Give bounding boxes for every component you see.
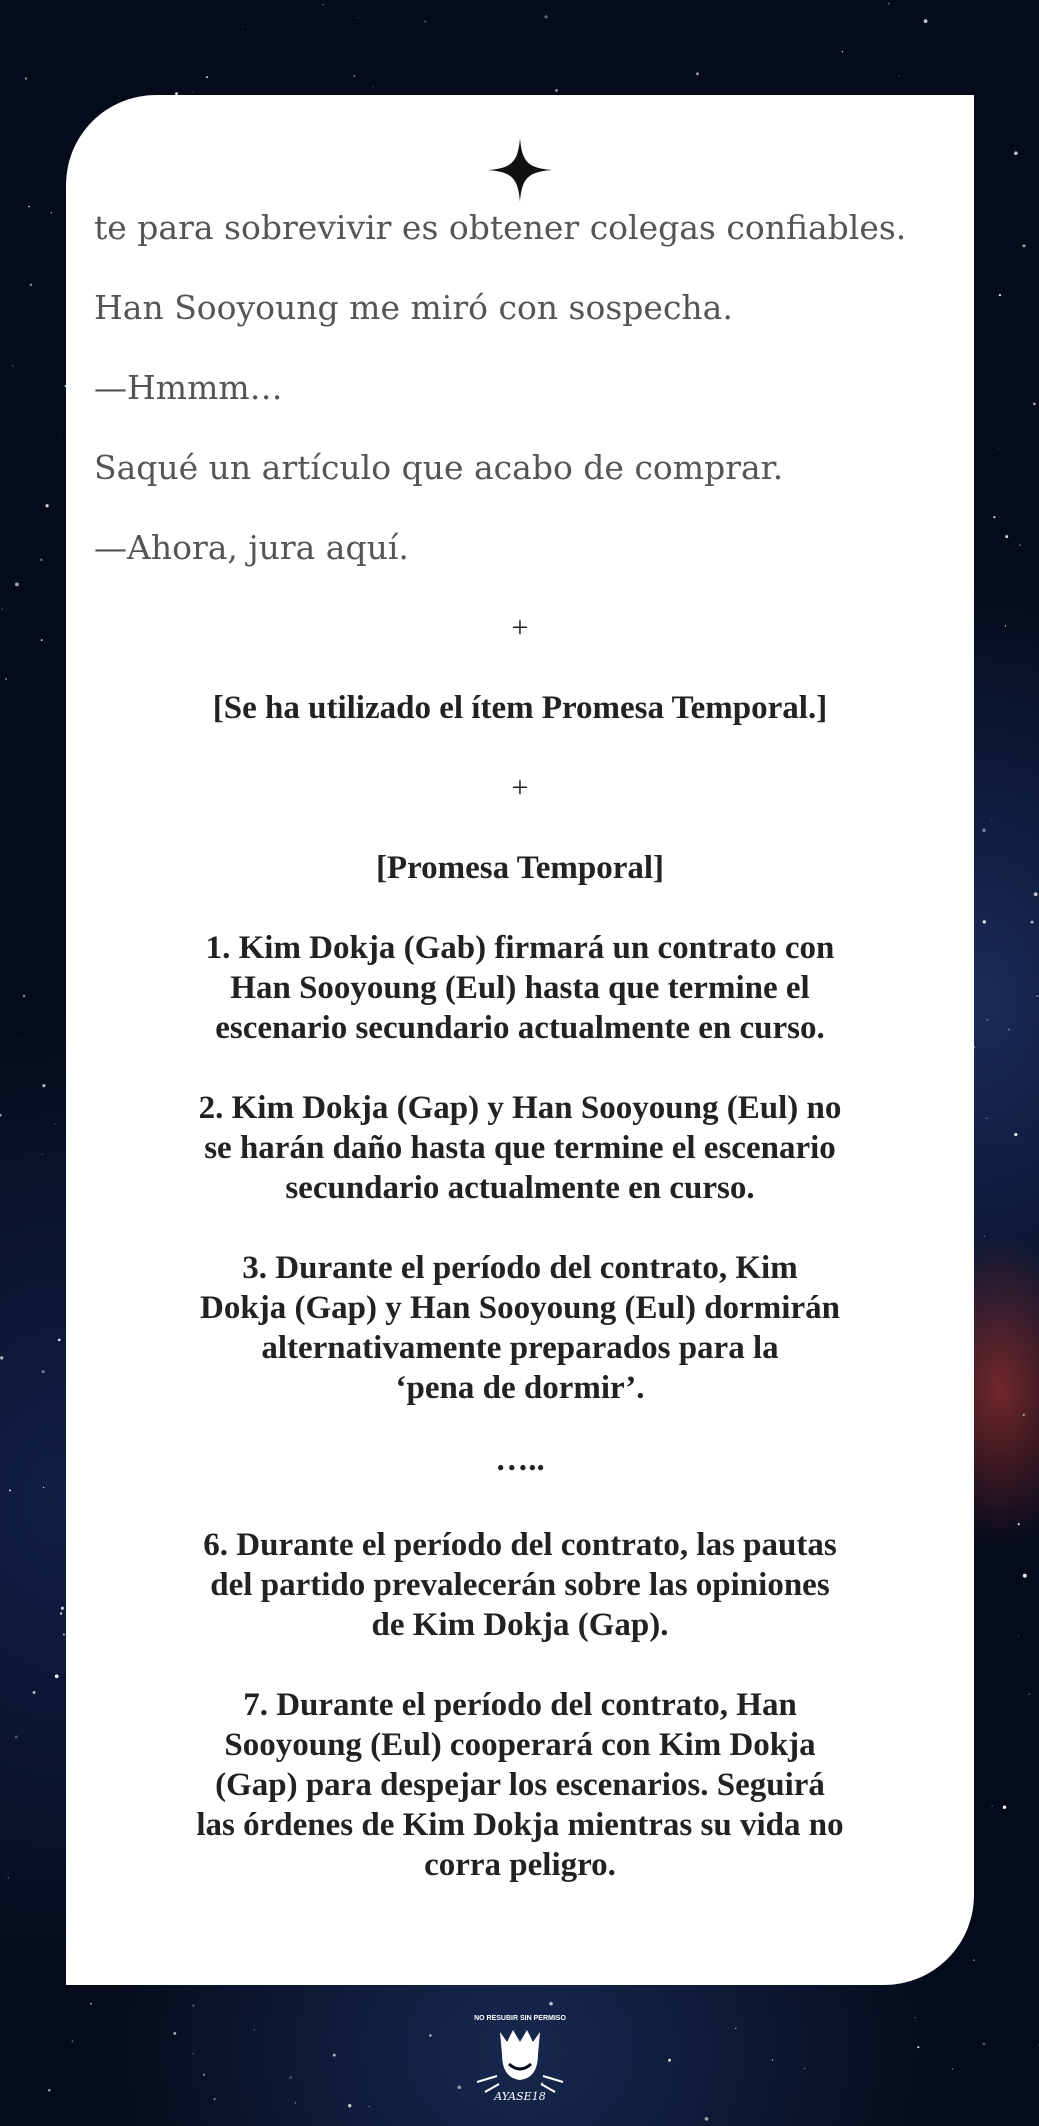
- star-dot: [30, 283, 33, 286]
- clause-line: Han Sooyoung (Eul) hasta que termine el: [230, 970, 810, 1006]
- star-dot: [12, 365, 13, 366]
- narration-line-1: te para sobrevivir es obtener colegas confiables.: [94, 208, 907, 247]
- star-dot: [1005, 535, 1008, 538]
- star-dot: [1033, 403, 1036, 406]
- star-dot: [1018, 1635, 1019, 1636]
- clause-line: Sooyoung (Eul) cooperará con Kim Dokja: [224, 1727, 816, 1763]
- star-dot: [9, 1489, 11, 1491]
- star-dot: [51, 212, 52, 213]
- star-dot: [992, 821, 993, 822]
- star-dot: [193, 2053, 194, 2054]
- star-dot: [61, 1607, 64, 1610]
- contract-clause-2: [66, 1088, 974, 1208]
- clause-line: 3. Durante el período del contrato, Kim: [242, 1250, 798, 1286]
- star-dot: [22, 1038, 23, 1039]
- star-dot: [58, 1339, 61, 1342]
- narration-line-4: Saqué un artículo que acabo de comprar.: [94, 448, 784, 487]
- clause-line: 2. Kim Dokja (Gap) y Han Sooyoung (Eul) no: [198, 1090, 842, 1126]
- star-dot: [952, 2068, 954, 2070]
- clause-line: (Gap) para despejar los escenarios. Seguirá: [215, 1767, 825, 1803]
- star-dot: [1031, 921, 1034, 924]
- star-dot: [55, 1674, 59, 1678]
- clause-line: 7. Durante el período del contrato, Han: [243, 1687, 797, 1723]
- star-dot: [915, 2017, 916, 2018]
- star-dot: [23, 995, 26, 998]
- star-dot: [254, 2029, 255, 2030]
- star-dot: [40, 558, 43, 561]
- star-dot: [33, 1691, 36, 1694]
- star-dot: [333, 2054, 336, 2057]
- star-dot: [429, 2034, 431, 2036]
- crowned-mascot-logo: [455, 2010, 585, 2110]
- ellipsis-omission: …..: [495, 1442, 545, 1478]
- clause-line: corra peligro.: [424, 1847, 616, 1883]
- clause-line: ‘pena de dormir’.: [395, 1370, 645, 1406]
- star-dot: [1034, 892, 1038, 896]
- star-dot: [1003, 1805, 1006, 1808]
- star-dot: [973, 1959, 974, 1960]
- contract-clause-7: [66, 1685, 974, 1885]
- star-dot: [214, 2098, 216, 2100]
- contract-clause-3: [66, 1248, 974, 1408]
- contract-clause-1: [66, 928, 974, 1048]
- star-dot: [545, 15, 548, 18]
- clause-line: las órdenes de Kim Dokja mientras su vida no: [196, 1807, 844, 1843]
- star-dot: [110, 58, 111, 59]
- star-dot: [1008, 1029, 1010, 1031]
- star-dot: [25, 77, 27, 79]
- star-dot: [1014, 151, 1018, 155]
- narration-line-5: —Ahora, jura aquí.: [94, 528, 409, 567]
- star-dot: [15, 1736, 18, 1739]
- star-dot: [549, 2002, 553, 2006]
- star-dot: [424, 21, 426, 23]
- star-dot: [1018, 1523, 1020, 1525]
- star-dot: [348, 2104, 351, 2107]
- contract-clause-6: [66, 1525, 974, 1645]
- narration-line-3: —Hmmm…: [94, 368, 283, 407]
- logo-signature: AYASE18: [494, 2090, 546, 2103]
- star-dot: [1022, 244, 1025, 247]
- star-dot: [42, 1370, 45, 1373]
- star-dot: [369, 2106, 370, 2107]
- star-dot: [1005, 625, 1006, 626]
- star-dot: [982, 829, 985, 832]
- star-dot: [45, 504, 48, 507]
- star-dot: [992, 1806, 993, 1807]
- star-dot: [668, 2059, 671, 2062]
- star-dot: [353, 75, 355, 77]
- star-dot: [63, 1633, 65, 1635]
- star-dot: [8, 1877, 9, 1878]
- star-dot: [1014, 1133, 1017, 1136]
- star-dot: [998, 449, 999, 450]
- plus-separator: +: [511, 611, 529, 644]
- star-dot: [555, 89, 558, 92]
- star-dot: [924, 19, 928, 23]
- star-dot: [206, 76, 208, 78]
- star-dot: [48, 2089, 51, 2092]
- star-dot: [0, 1356, 3, 1359]
- star-dot: [984, 1236, 985, 1237]
- item-used-message: [Se ha utilizado el ítem Promesa Temporal.]: [212, 690, 828, 726]
- star-dot: [173, 2032, 176, 2035]
- star-dot: [15, 583, 19, 587]
- star-dot: [705, 2117, 709, 2121]
- star-dot: [772, 2059, 773, 2060]
- star-dot: [59, 437, 60, 438]
- clause-line: de Kim Dokja (Gap).: [371, 1607, 669, 1643]
- star-dot: [735, 2028, 736, 2029]
- star-dot: [5, 678, 7, 680]
- star-dot: [289, 2076, 292, 2079]
- star-dot: [41, 1154, 42, 1155]
- star-dot: [72, 2041, 73, 2042]
- narration-line-2: Han Sooyoung me miró con sospecha.: [94, 288, 733, 327]
- star-dot: [983, 2042, 986, 2045]
- star-dot: [1036, 996, 1037, 997]
- star-dot: [804, 2068, 805, 2069]
- star-dot: [325, 20, 326, 21]
- star-dot: [1019, 544, 1020, 545]
- star-dot: [42, 1084, 45, 1087]
- four-point-star-icon: [488, 138, 552, 202]
- star-dot: [993, 516, 995, 518]
- star-dot: [43, 1487, 44, 1488]
- clause-line: 6. Durante el período del contrato, las pautas: [203, 1527, 837, 1563]
- clause-line: 1. Kim Dokja (Gab) firmará un contrato con: [205, 930, 835, 966]
- star-dot: [41, 639, 43, 641]
- star-dot: [90, 2003, 92, 2005]
- star-dot: [60, 1612, 62, 1614]
- star-dot: [888, 3, 890, 5]
- clause-line: alternativamente preparados para la: [261, 1330, 779, 1366]
- star-dot: [986, 1118, 987, 1119]
- star-dot: [242, 26, 243, 27]
- star-dot: [358, 17, 359, 18]
- star-dot: [295, 2102, 296, 2103]
- star-dot: [54, 1123, 55, 1124]
- clause-line: escenario secundario actualmente en curso.: [215, 1010, 825, 1046]
- star-dot: [983, 920, 986, 923]
- star-dot: [899, 75, 900, 76]
- clause-line: secundario actualmente en curso.: [285, 1170, 755, 1206]
- star-dot: [322, 4, 323, 5]
- star-dot: [0, 1114, 2, 1117]
- logo-top-text: NO RESUBIR SIN PERMISO: [474, 2015, 566, 2022]
- promise-title: [Promesa Temporal]: [375, 850, 665, 886]
- star-dot: [917, 2046, 919, 2048]
- star-dot: [192, 92, 193, 93]
- clause-line: se harán daño hasta que termine el escenario: [204, 1130, 836, 1166]
- star-dot: [696, 72, 699, 75]
- star-dot: [1023, 1574, 1027, 1578]
- star-dot: [1028, 1693, 1030, 1695]
- star-dot: [999, 294, 1001, 296]
- star-dot: [192, 2004, 194, 2006]
- star-dot: [2, 608, 3, 609]
- text-card: [66, 95, 974, 1985]
- star-dot: [986, 1019, 988, 1021]
- star-dot: [203, 2074, 205, 2076]
- star-dot: [842, 51, 843, 52]
- clause-line: Dokja (Gap) y Han Sooyoung (Eul) dormirán: [200, 1290, 840, 1326]
- star-dot: [28, 206, 29, 207]
- star-dot: [1023, 1414, 1025, 1416]
- star-dot: [372, 86, 373, 87]
- clause-line: del partido prevalecerán sobre las opiniones: [210, 1567, 830, 1603]
- plus-separator: +: [511, 771, 529, 804]
